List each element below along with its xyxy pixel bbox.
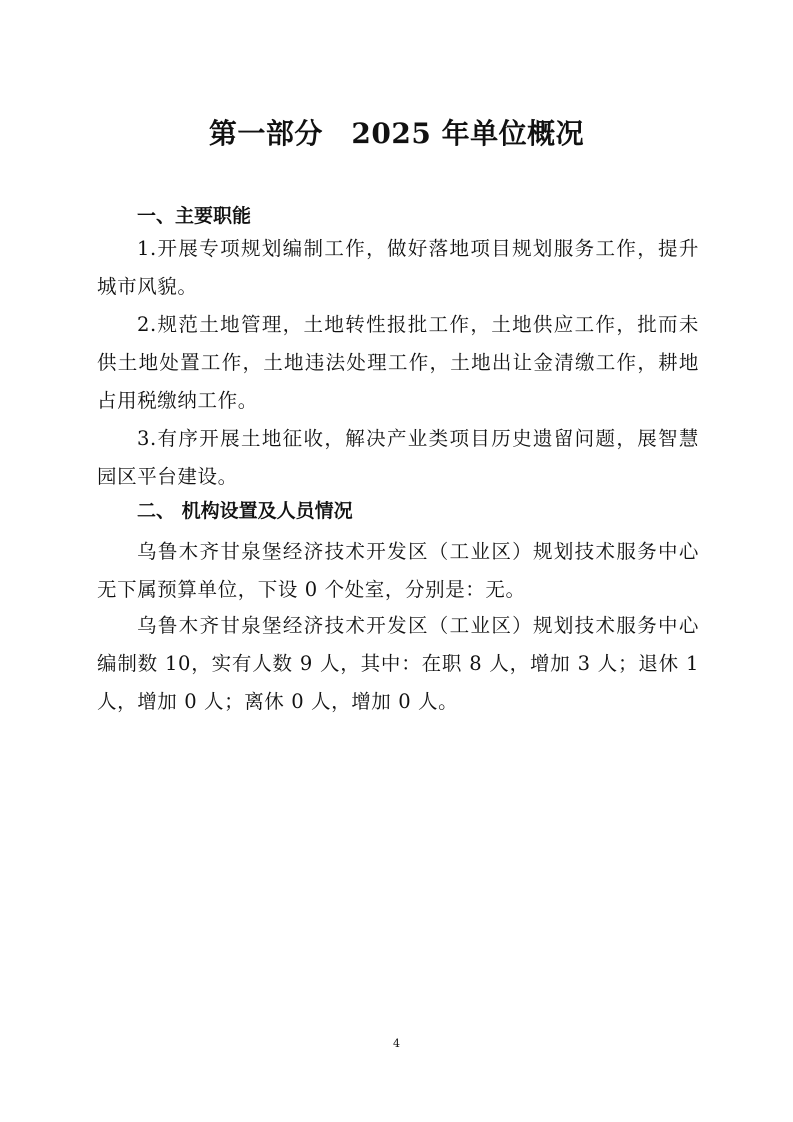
paragraph-function-2: 2.规范土地管理，土地转性报批工作，土地供应工作，批而未供土地处置工作，土地违法处理工作，土地出让金清缴工作，耕地占用税缴纳工作。 — [97, 313, 699, 412]
page-number: 4 — [393, 1037, 400, 1050]
paragraph-function-1: 1.开展专项规划编制工作，做好落地项目规划服务工作，提升城市风貌。 — [97, 237, 699, 298]
paragraph-function-3: 3.有序开展土地征收，解决产业类项目历史遗留问题，展智慧园区平台建设。 — [97, 427, 699, 488]
paragraph-organization-1: 乌鲁木齐甘泉堡经济技术开发区（工业区）规划技术服务中心无下属预算单位，下设 0 个处室，分别是：无。 — [97, 540, 699, 601]
page-title: 第一部分 2025 年单位概况 — [208, 117, 585, 150]
section-heading-main-functions: 一、主要职能 — [137, 205, 252, 227]
paragraph-organization-2: 乌鲁木齐甘泉堡经济技术开发区（工业区）规划技术服务中心编制数 10，实有人数 9 人，其中：在职 8 人，增加 3 人；退休 1 人，增加 0 人；离休 0 人，增加 0 人。 — [97, 614, 699, 713]
section-heading-organization: 二、 机构设置及人员情况 — [137, 500, 353, 522]
